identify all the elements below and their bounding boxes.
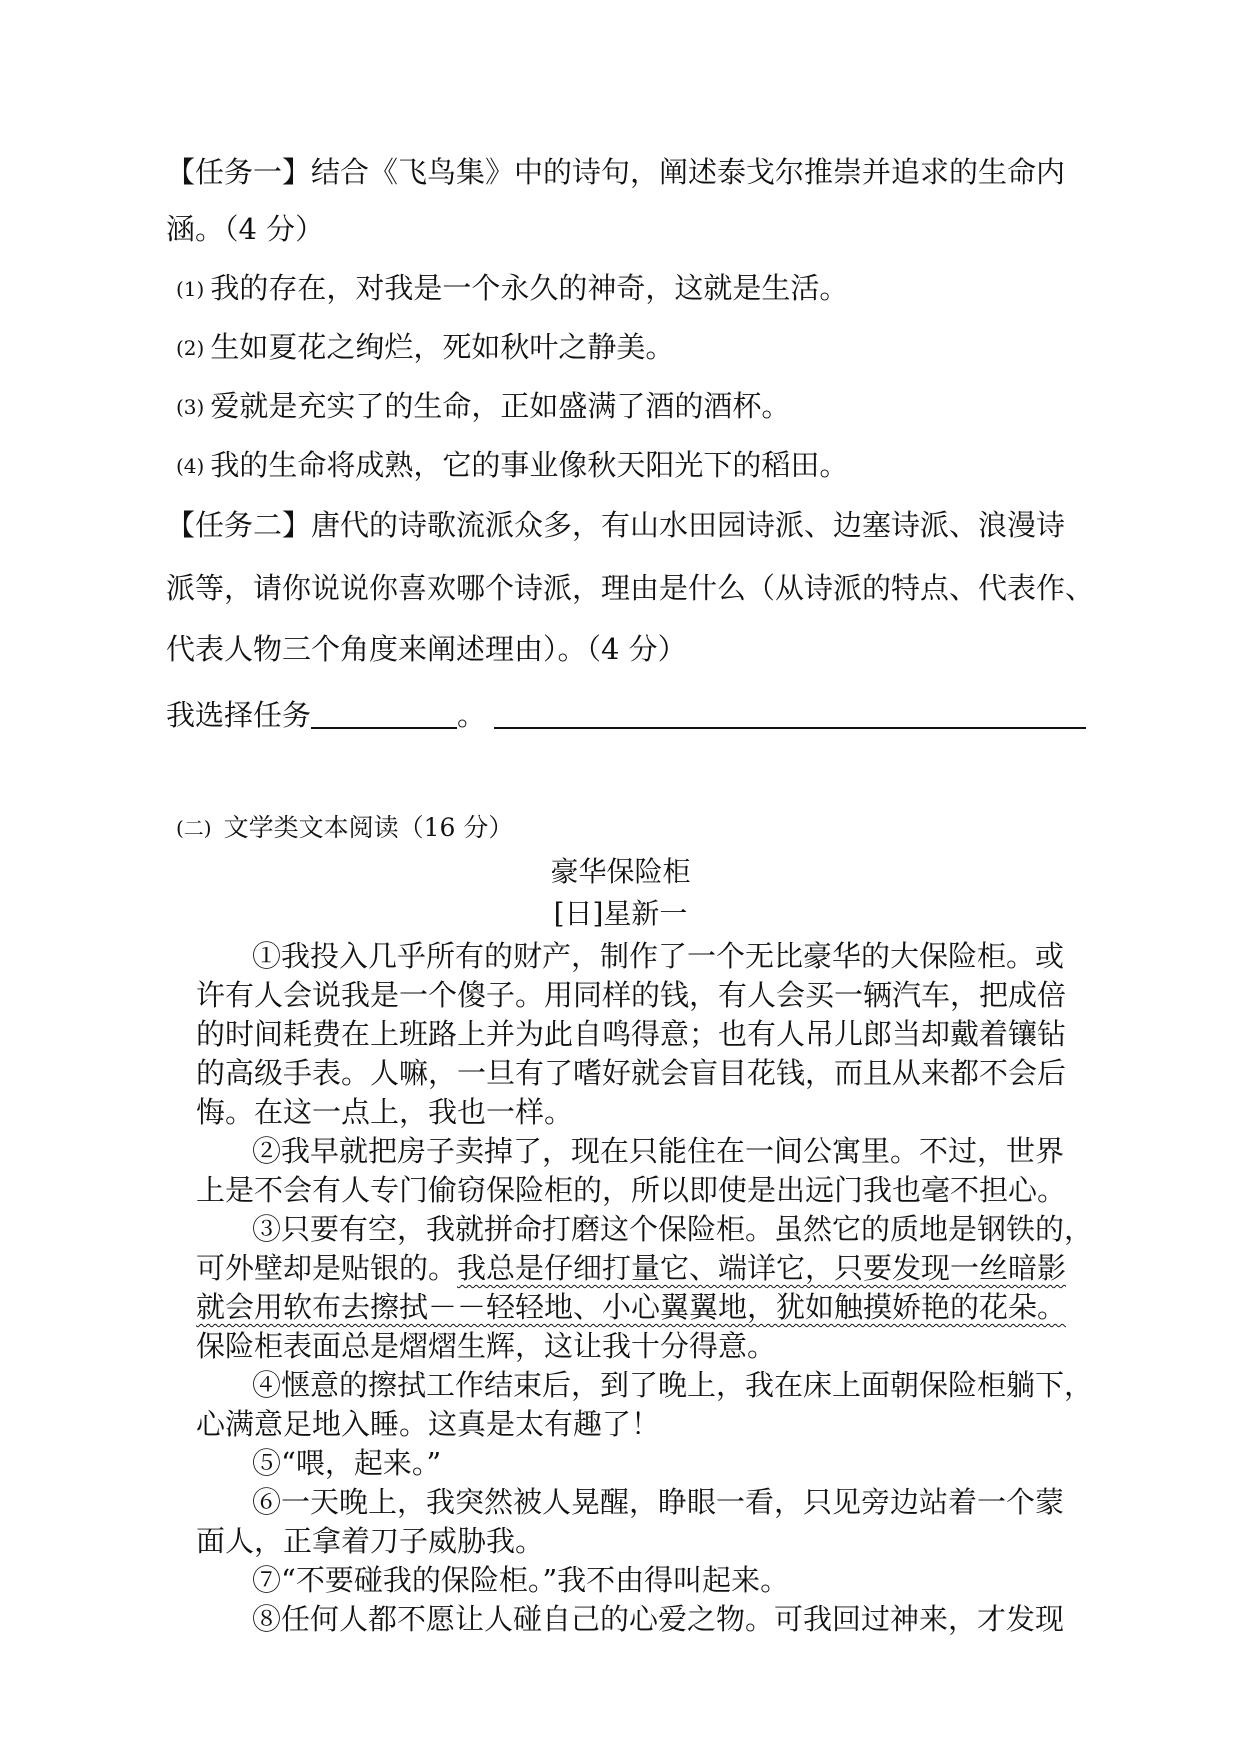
story-line: 的高级手表。人嘛，一旦有了嗜好就会盲目花钱，而且从来都不会后: [196, 1056, 1067, 1090]
quote-item: [176, 384, 790, 425]
quote-number: (3): [176, 395, 205, 419]
story-line: ⑤“喂，起来。”: [252, 1446, 442, 1480]
story-title: 豪华保险柜: [550, 855, 691, 888]
quote-text: 生如夏花之绚烂，死如秋叶之静美。: [210, 330, 675, 364]
task2-prompt-line2: 派等，请你说说你喜欢哪个诗派，理由是什么（从诗派的特点、代表作、: [166, 571, 1095, 605]
story-line: 心满意足地入睡。这真是太有趣了！: [196, 1407, 661, 1441]
story-line: ⑧任何人都不愿让人碰自己的心爱之物。可我回过神来，才发现: [252, 1602, 1065, 1636]
story-line: 面人，正拿着刀子威胁我。: [196, 1524, 545, 1558]
quote-text: 我的生命将成熟，它的事业像秋天阳光下的稻田。: [210, 448, 849, 482]
story-author: [日]星新一: [553, 897, 688, 930]
story-line: ①我投入几乎所有的财产，制作了一个无比豪华的大保险柜。或: [252, 939, 1065, 973]
story-line: 许有人会说我是一个傻子。用同样的钱，有人会买一辆汽车，把成倍: [196, 978, 1067, 1012]
story-line: ④惬意的擦拭工作结束后，到了晚上，我在床上面朝保险柜躺下，: [252, 1368, 1094, 1402]
story-line: ⑥一天晚上，我突然被人晃醒，睁眼一看，只见旁边站着一个蒙: [252, 1485, 1065, 1519]
story-line: ②我早就把房子卖掉了，现在只能住在一间公寓里。不过，世界: [252, 1134, 1065, 1168]
task1-prompt-line2: 涵。（4 分）: [166, 212, 325, 246]
quote-text: 爱就是充实了的生命，正如盛满了酒的酒杯。: [210, 389, 791, 423]
quote-item: [176, 266, 848, 307]
story-line: 的时间耗费在上班路上并为此自鸣得意；也有人吊儿郎当却戴着镶钻: [196, 1017, 1067, 1051]
story-line: ⑦“不要碰我的保险柜。”我不由得叫起来。: [252, 1563, 790, 1597]
task-choice-blank[interactable]: [311, 701, 457, 729]
quote-text: 我的存在，对我是一个永久的神奇，这就是生活。: [210, 271, 849, 305]
story-line: [196, 1246, 1066, 1287]
task2-prompt-line1: 【任务二】唐代的诗歌流派众多，有山水田园诗派、边塞诗派、浪漫诗: [166, 508, 1066, 542]
story-line: [196, 1285, 1066, 1326]
quote-item: [176, 443, 848, 484]
underlined-sentence: 就会用软布去擦拭－－轻轻地、小心翼翼地，犹如触摸娇艳的花朵。: [196, 1290, 1067, 1324]
story-line: 上是不会有人专门偷窃保险柜的，所以即使是出远门我也毫不担心。: [196, 1173, 1067, 1207]
task-choice-label: 我选择任务: [166, 698, 312, 732]
quote-number: (1): [176, 277, 205, 301]
task2-prompt-line3: 代表人物三个角度来阐述理由）。（4 分）: [166, 632, 687, 666]
story-line: 保险柜表面总是熠熠生辉，这让我十分得意。: [196, 1329, 777, 1363]
task-choice-row: [166, 693, 1086, 734]
story-text: 可外壁却是贴银的。: [196, 1251, 458, 1285]
story-line: ③只要有空，我就拼命打磨这个保险柜。虽然它的质地是钢铁的，: [252, 1212, 1094, 1246]
section-number: (二): [176, 816, 212, 840]
section-heading: [176, 808, 513, 844]
quote-number: (4): [176, 454, 205, 478]
section-title: 文学类文本阅读（16 分）: [223, 813, 514, 842]
story-line: 悔。在这一点上，我也一样。: [196, 1095, 574, 1129]
answer-blank[interactable]: [494, 701, 1086, 729]
quote-item: [176, 325, 674, 366]
quote-number: (2): [176, 336, 205, 360]
task1-prompt-line1: 【任务一】结合《飞鸟集》中的诗句，阐述泰戈尔推崇并追求的生命内: [166, 155, 1066, 189]
underlined-sentence: 我总是仔细打量它、端详它，只要发现一丝暗影: [457, 1251, 1067, 1285]
task-choice-period: 。: [457, 698, 487, 732]
